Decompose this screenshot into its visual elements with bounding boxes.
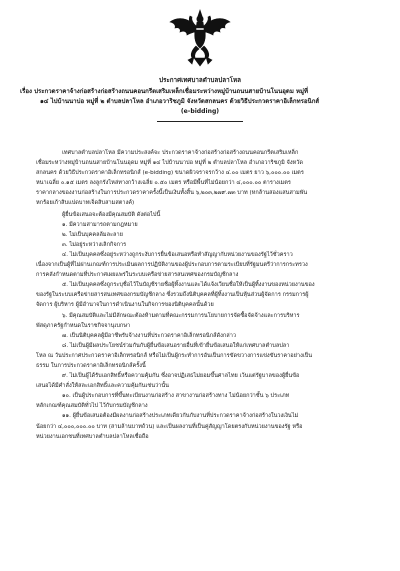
qualification-item-cont: เสนอได้มีคำสั่งให้สละเอกสิทธิ์และความคุ้มกันเช่นว่านั้น — [36, 383, 169, 390]
qualification-item: ๔. ไม่เป็นบุคคลซึ่งอยู่ระหว่างถูกระงับการยื่นข้อเสนอหรือทำสัญญากับหน่วยงานของรัฐไว้ชั่วคราว — [62, 251, 293, 258]
intro-text: หนาเฉลี่ย ๐.๑๕ เมตร ลงลูกรังไหล่ทางกว้างเฉลี่ย ๐.๕๐ เมตร หรือมีพื้นที่ไม่น้อยกว่า ๔,๐๐๐.๐๐ ตารางเมตร — [36, 180, 291, 187]
intro-text: เทศบาลตำบลปลาโหล มีความประสงค์จะ ประกวดราคาจ้างก่อสร้างก่อสร้างถนนคอนกรีตเสริมเหล็ก — [62, 150, 299, 156]
qualification-item: ๓. ไม่อยู่ระหว่างเลิกกิจการ — [62, 241, 127, 248]
subject-line-3: (e-bidding) — [180, 108, 220, 115]
qualification-item: ๕. ไม่เป็นบุคคลซึ่งถูกระบุชื่อไว้ในบัญชีรายชื่อผู้ทิ้งงานและได้แจ้งเวียนชื่อให้เป็นผู้ทิ้งงานของหน่วยงานของ — [62, 282, 315, 289]
qualification-item-cont: จัดการ ผู้บริหาร ผู้มีอำนาจในการดำเนินงานในกิจการของนิติบุคคลนั้นด้วย — [36, 302, 214, 309]
announcement-body — [36, 148, 376, 442]
qualification-item: ๙. ไม่เป็นผู้ได้รับเอกสิทธิ์หรือความคุ้มกัน ซึ่งอาจปฏิเสธไม่ยอมขึ้นศาลไทย เว้นแต่รัฐบาลของผู้ยื่นข้อ — [62, 373, 300, 380]
qualification-item: ๑๐. เป็นผู้ประกอบการที่ขึ้นทะเบียนงานก่อสร้าง สาขางานก่อสร้างทาง ไม่น้อยกว่าชั้น ๖ ประเภท — [62, 393, 290, 400]
header-divider — [157, 121, 243, 122]
qualification-item-cont: พัสดุภาครัฐกำหนดในราชกิจจานุเบกษา — [36, 322, 131, 329]
subject-line — [20, 87, 380, 117]
qualification-item: ๑๑. ผู้ยื่นข้อเสนอต้องมีผลงานก่อสร้างประเภทเดียวกันกับงานที่ประกวดราคาจ้างก่อสร้างในวงเงินไม่ — [62, 413, 299, 420]
subject-line-2: ๑๔ ไปบ้านนาบ่อ หมู่ที่ ๒ ตำบลปลาโหล อำเภอวาริชภูมิ จังหวัดสกลนคร ด้วยวิธีประกวดราคาอิเล็กทรอนิกส์ — [40, 98, 320, 105]
qualification-item: ๖. มีคุณสมบัติและไม่มีลักษณะต้องห้ามตามที่คณะกรรมการนโยบายการจัดซื้อจัดจ้างและการบริหาร — [62, 312, 300, 319]
intro-text: เชื่อมระหว่างหมู่บ้านถนนสายบ้านโนนอุดม หมู่ที่ ๑๔ ไปบ้านนาบ่อ หมู่ที่ ๒ ตำบลปลาโหล อำเภอวาริชภูมิ จังหวัด — [36, 160, 304, 167]
intro-text: สกลนคร ด้วยวิธีประกวดราคาอิเล็กทรอนิกส์ (e-bidding) ขนาดผิวจราจรกว้าง ๔.๐๐ เมตร ยาว ๖,๐๐๐.๐๐ เมตร — [36, 170, 304, 177]
qualification-item: ๘. ไม่เป็นผู้มีผลประโยชน์ร่วมกันกับผู้ยื่นข้อเสนอรายอื่นที่เข้ายื่นข้อเสนอให้แก่เทศบาลตำบลปลา — [62, 342, 290, 349]
subject-line-1: เรื่อง ประกวดราคาจ้างก่อสร้างก่อสร้างถนนคอนกรีตเสริมเหล็กเชื่อมระหว่างหมู่บ้านถนนสายบ้านโนนอุดม หมู่ที่ — [20, 88, 309, 95]
intro-text: หกร้อยเก้าสิบแปดบาทเจ็ดสิบสามสตางค์) — [36, 200, 135, 207]
qualification-item-cont: ธรรม ในการประกวดราคาอิเล็กทรอนิกส์ครั้งนี้ — [36, 362, 146, 369]
qualification-item-cont: โหล ณ วันประกาศประกวดราคาอิเล็กทรอนิกส์ หรือไม่เป็นผู้กระทำการอันเป็นการขัดขวางการแข่งขันราคาอย่างเป็น — [36, 352, 313, 359]
qualification-item-cont: น้อยกว่า ๔,๐๐๐,๐๐๐.๐๐ บาท (สามล้านบาทถ้วน) และเป็นผลงานที่เป็นคู่สัญญาโดยตรงกับหน่วยงานของรัฐ หรือ — [36, 423, 303, 430]
qualification-item-cont: ของรัฐในระบบเครือข่ายสารสนเทศของกรมบัญชีกลาง ซึ่งรวมถึงนิติบุคคลที่ผู้ทิ้งงานเป็นหุ้นส่วนผู้จัดการ กรรมการผู้ — [36, 292, 309, 299]
qualification-item: ๒. ไม่เป็นบุคคลล้มละลาย — [62, 231, 123, 238]
qualification-item-cont: หน่วยงานเอกชนที่เทศบาลตำบลปลาโหลเชื่อถือ — [36, 433, 149, 440]
intro-text: ราคากลางของงานก่อสร้างในการประกวดราคาครั้งนี้เป็นเงินทั้งสิ้น ๖,๒๐๓,๒๗๙.๗๓ บาท (หกล้านสองแสนสามพัน — [36, 190, 308, 197]
qualification-item: ๑. มีความสามารถตามกฎหมาย — [62, 221, 138, 228]
qualification-item-cont: เนื่องจากเป็นผู้ที่ไม่ผ่านเกณฑ์การประเมินผลการปฏิบัติงานของผู้ประกอบการตามระเบียบที่รัฐมนตรีว่าการกระทรวง — [36, 262, 308, 269]
organization-title: ประกาศเทศบาลตำบลปลาโหล — [158, 77, 242, 84]
qualification-item-cont: หลักเกณฑ์คุณสมบัติทั่วไป ไว้กับกรมบัญชีกลาง — [36, 403, 148, 410]
qualification-item-cont: การคลังกำหนดตามที่ประกาศเผยแพร่ในระบบเครือข่ายสารสนเทศของกรมบัญชีกลาง — [36, 272, 239, 279]
qualifications-heading: ผู้ยื่นข้อเสนอจะต้องมีคุณสมบัติ ดังต่อไปนี้ — [62, 211, 161, 218]
qualification-item: ๗. เป็นนิติบุคคลผู้มีอาชีพรับจ้างงานที่ประกวดราคาอิเล็กทรอนิกส์ดังกล่าว — [62, 332, 236, 339]
garuda-emblem-icon — [168, 8, 232, 68]
announcement-header — [20, 76, 380, 122]
